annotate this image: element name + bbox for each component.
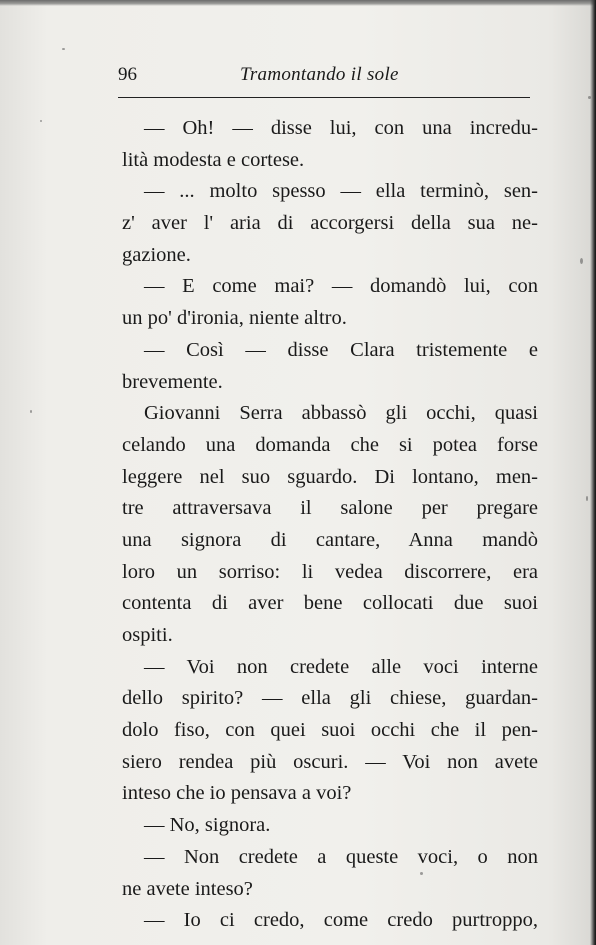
- text-line: — Io ci credo, come credo purtroppo,: [144, 909, 538, 932]
- text-line: Giovanni Serra abbassò gli occhi, quasi: [144, 402, 538, 425]
- text-line: gazione.: [122, 243, 191, 266]
- text-line: celando una domanda che si potea forse: [122, 433, 538, 456]
- text-line: — Oh! — disse lui, con una incredu-: [144, 117, 538, 139]
- text-line: dolo fiso, con quei suoi occhi che il pen-: [122, 719, 538, 742]
- page-number: 96: [118, 64, 137, 85]
- paper-speck: [30, 410, 32, 413]
- text-line: tre attraversava il salone per pregare: [122, 497, 538, 520]
- paper-speck: [62, 48, 65, 50]
- text-line: contenta di aver bene collocati due suoi: [122, 592, 538, 615]
- text-line: loro un sorriso: li vedea discorrere, era: [122, 560, 538, 583]
- text-line: ospiti.: [122, 624, 173, 646]
- text-line: brevemente.: [122, 370, 223, 393]
- text-line: — E come mai? — domandò lui, con: [144, 275, 538, 298]
- body-text: [122, 113, 538, 937]
- paper-speck: [40, 120, 42, 122]
- paper-speck: [420, 872, 423, 875]
- text-line: inteso che io pensava a voi?: [122, 782, 352, 805]
- paper-speck: [580, 258, 583, 264]
- page-top-shadow: [0, 0, 596, 6]
- running-title: Tramontando il sole: [240, 64, 399, 85]
- text-line: una signora di cantare, Anna mandò: [122, 528, 538, 551]
- page-header: [118, 64, 530, 90]
- text-line: un po' d'ironia, niente altro.: [122, 307, 347, 330]
- paper-speck: [586, 496, 588, 501]
- text-line: — ... molto spesso — ella terminò, sen-: [144, 180, 538, 203]
- text-line: — No, signora.: [144, 814, 271, 837]
- text-line: siero rendea più oscuri. — Voi non avete: [122, 750, 538, 773]
- text-line: — Voi non credete alle voci interne: [144, 655, 538, 678]
- text-line: ne avete inteso?: [122, 877, 253, 900]
- paper-speck: [588, 96, 591, 99]
- text-line: leggere nel suo sguardo. Di lontano, men-: [122, 465, 538, 488]
- page-right-shadow: [590, 0, 596, 945]
- text-line: — Non credete a queste voci, o non: [144, 845, 538, 868]
- text-line: — Così — disse Clara tristemente e: [144, 338, 538, 361]
- text-line: z' aver l' aria di accorgersi della sua ne-: [122, 212, 538, 235]
- text-line: dello spirito? — ella gli chiese, guardan-: [122, 687, 538, 710]
- header-rule: [118, 97, 530, 98]
- text-line: lità modesta e cortese.: [122, 148, 305, 171]
